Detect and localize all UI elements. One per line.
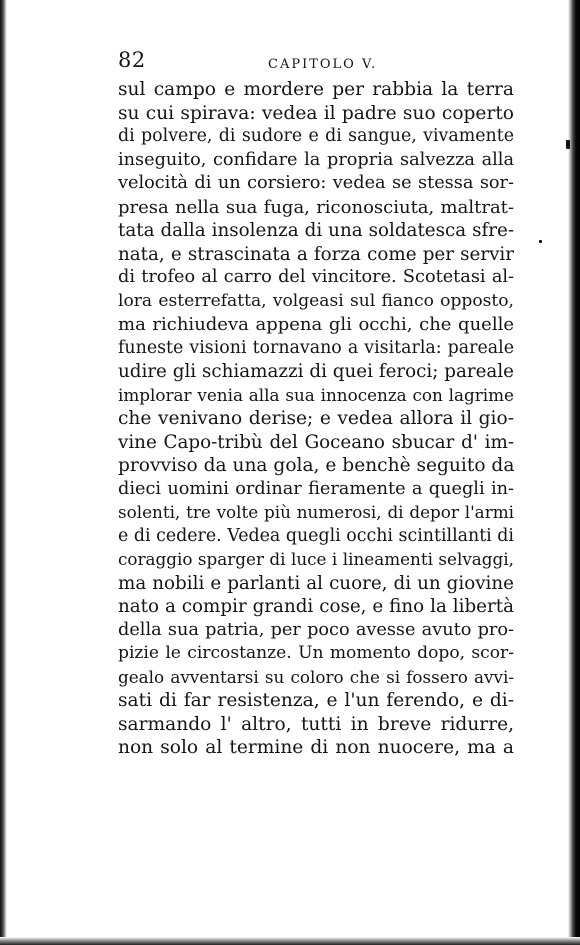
text-line: e di cedere. Vedea quegli occhi scintillanti di — [118, 525, 514, 546]
text-line: sati di far resistenza, e l'un ferendo, e di- — [118, 690, 514, 711]
text-line: vine Capo-tribù del Goceano sbucar d' im- — [118, 431, 514, 453]
text-line: tata dalla insolenza di una soldatesca sfre- — [118, 220, 514, 241]
running-head — [118, 44, 514, 78]
text-line: su cui spirava: vedea il padre suo coperto — [118, 102, 514, 124]
text-line: lora esterrefatta, volgeasi sul fianco opposto, — [118, 290, 514, 311]
chapter-title: CAPITOLO V. — [268, 57, 378, 72]
text-line: funeste visioni tornavano a visitarla: pareale — [118, 337, 514, 358]
text-line: coraggio sparger di luce i lineamenti selvaggi, — [118, 549, 514, 569]
text-line: nato a compir grandi cose, e fino la libertà — [118, 596, 514, 617]
text-line: non solo al termine di non nuocere, ma a — [118, 737, 514, 758]
ink-speck — [539, 240, 542, 243]
text-line: velocità di un corsiero: vedea se stessa sor- — [118, 173, 514, 193]
text-line: provviso da una gola, e benchè seguito da — [118, 455, 515, 476]
text-line: dieci uomini ordinar fieramente a quegli in- — [118, 478, 514, 499]
text-line: ma nobili e parlanti al cuore, di un giovine — [118, 572, 514, 594]
text-line: inseguito, confidare la propria salvezza alla — [118, 149, 514, 170]
left-binding-shadow — [0, 0, 7, 945]
body-text — [118, 78, 514, 760]
bottom-page-edge-shadow — [0, 937, 580, 945]
text-line: di polvere, di sudore e di sangue, vivamente — [118, 126, 514, 146]
text-line: pizie le circostanze. Un momento dopo, scor- — [118, 643, 514, 663]
book-page — [118, 44, 514, 760]
text-line: nata, e strascinata a forza come per servir — [118, 243, 514, 265]
text-line: solenti, tre volte più numerosi, di depor l'armi — [118, 502, 514, 522]
text-line: udire gli schiamazzi di quei feroci; pareale — [118, 361, 514, 382]
text-line: sul campo e mordere per rabbia la terra — [118, 79, 514, 100]
text-line: gealo avventarsi su coloro che si fossero avvi- — [118, 666, 514, 687]
text-line: di trofeo al carro del vincitore. Scotetasi al- — [118, 267, 514, 287]
text-line: ma richiudeva appena gli occhi, che quelle — [118, 314, 514, 335]
text-line: sarmando l' altro, tutti in breve ridurre, — [118, 713, 514, 735]
text-line: presa nella sua fuga, riconosciuta, maltrat- — [118, 196, 514, 218]
page-number: 82 — [118, 48, 146, 72]
ink-speck — [566, 140, 570, 149]
text-line: che venivano derise; e vedea allora il gio- — [118, 408, 514, 429]
text-line: della sua patria, per poco avesse avuto pro- — [118, 619, 514, 640]
text-line: implorar venia alla sua innocenza con lagrime — [118, 384, 514, 405]
